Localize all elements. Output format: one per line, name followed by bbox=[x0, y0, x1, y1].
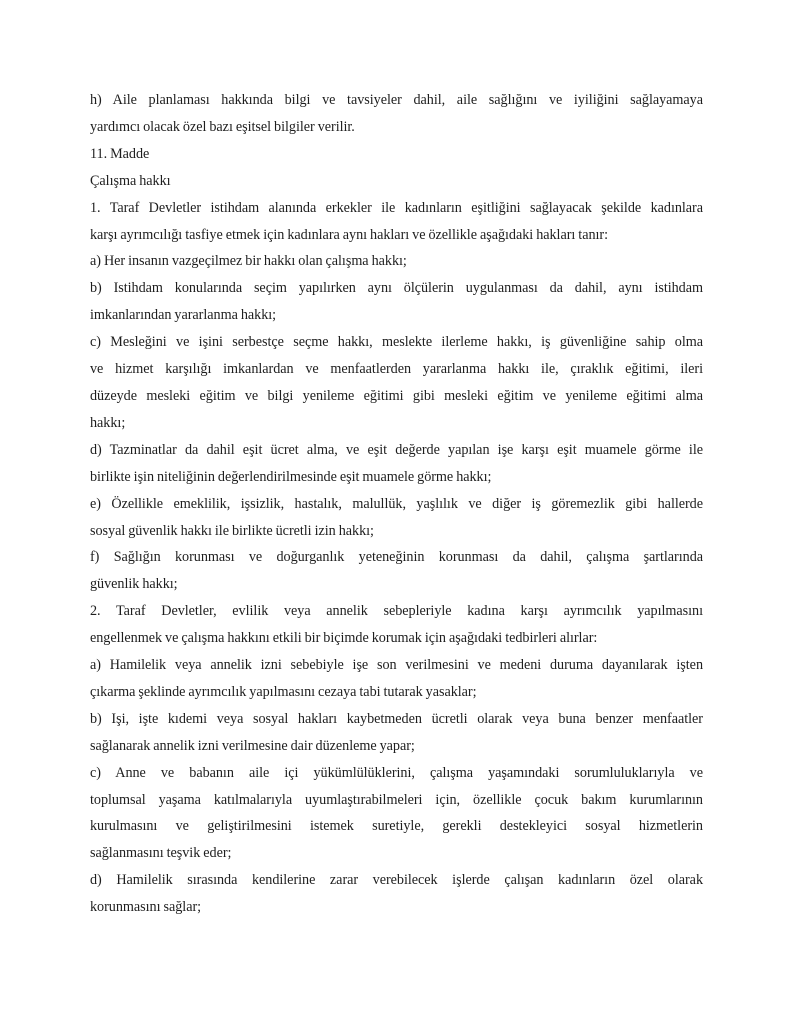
text-line: kurulmasını ve geliştirilmesini istemek suretiyle, gerekli destekleyici sosyal hizmetlerin bbox=[90, 818, 703, 835]
text-line: düzeyde mesleki eğitim ve bilgi yenileme eğitimi gibi mesleki eğitim ve yenileme eğitimi alma bbox=[90, 387, 703, 404]
text-line: güvenlik hakkı; bbox=[90, 576, 178, 593]
text-line: d) Hamilelik sırasında kendilerine zarar verebilecek işlerde çalışan kadınların özel olarak bbox=[90, 872, 703, 889]
text-line: a) Her insanın vazgeçilmez bir hakkı olan çalışma hakkı; bbox=[90, 253, 407, 270]
text-line: sağlanarak annelik izni verilmesine dair düzenleme yapar; bbox=[90, 737, 415, 754]
text-line: ve hizmet karşılığı imkanlardan ve menfaatlerden yararlanma hakkı ile, çıraklık eğitimi, ileri bbox=[90, 361, 703, 378]
text-line: karşı ayrımcılığı tasfiye etmek için kadınlara aynı hakları ve özellikle aşağıdaki hakları tanır: bbox=[90, 226, 609, 243]
text-line: h) Aile planlaması hakkında bilgi ve tavsiyeler dahil, aile sağlığını ve iyiliğini sağlayamaya bbox=[90, 92, 703, 108]
text-line: a) Hamilelik veya annelik izni sebebiyle işe son verilmesini ve medeni duruma dayanılarak işten bbox=[90, 657, 703, 674]
text-line: sosyal güvenlik hakkı ile birlikte ücretli izin hakkı; bbox=[90, 522, 374, 539]
text-line: f) Sağlığın korunması ve doğurganlık yeteneğinin korunması da dahil, çalışma şartlarında bbox=[90, 549, 703, 566]
text-line: korunmasını sağlar; bbox=[90, 899, 202, 916]
text-line: b) Işi, işte kıdemi veya sosyal hakları kaybetmeden ücretli olarak veya buna benzer menfaatler bbox=[90, 710, 703, 727]
text-line: sağlanmasını teşvik eder; bbox=[90, 845, 232, 862]
text-line: çıkarma şeklinde ayrımcılık yapılmasını cezaya tabi tutarak yasaklar; bbox=[90, 683, 477, 700]
text-line: b) Istihdam konularında seçim yapılırken aynı ölçülerin uygulanması da dahil, aynı istihdam bbox=[90, 280, 703, 297]
text-line: e) Özellikle emeklilik, işsizlik, hastalık, malullük, yaşlılık ve diğer iş göremezlik gibi hallerde bbox=[90, 495, 703, 512]
text-line: engellenmek ve çalışma hakkını etkili bir biçimde korumak için aşağıdaki tedbirleri alırlar: bbox=[90, 630, 598, 647]
text-line: c) Anne ve babanın aile içi yükümlülüklerini, çalışma yaşamındaki sorumluluklarıyla ve bbox=[90, 764, 703, 781]
text-line: 2. Taraf Devletler, evlilik veya annelik sebepleriyle kadına karşı ayrımcılık yapılmasını bbox=[90, 603, 703, 620]
text-line: hakkı; bbox=[90, 414, 126, 431]
text-line: toplumsal yaşama katılmalarıyla uyumlaştırabilmeleri için, özellikle çocuk bakım kurumlarının bbox=[90, 791, 703, 808]
article-title: Çalışma hakkı bbox=[90, 172, 171, 189]
text-line: 1. Taraf Devletler istihdam alanında erkekler ile kadınların eşitliğini sağlayacak şekilde kadınlara bbox=[90, 199, 703, 216]
text-line: d) Tazminatlar da dahil eşit ücret alma, ve eşit değerde yapılan işe karşı eşit muamele görme ile bbox=[90, 441, 703, 458]
article-number: 11. Madde bbox=[90, 145, 150, 162]
text-line: imkanlarından yararlanma hakkı; bbox=[90, 307, 277, 324]
text-line: birlikte işin niteliğinin değerlendirilmesinde eşit muamele görme hakkı; bbox=[90, 468, 492, 485]
text-line: yardımcı olacak özel bazı eşitsel bilgiler verilir. bbox=[90, 118, 355, 135]
text-line: c) Mesleğini ve işini serbestçe seçme hakkı, meslekte ilerleme hakkı, iş güvenliğine sahip olma bbox=[90, 334, 703, 351]
